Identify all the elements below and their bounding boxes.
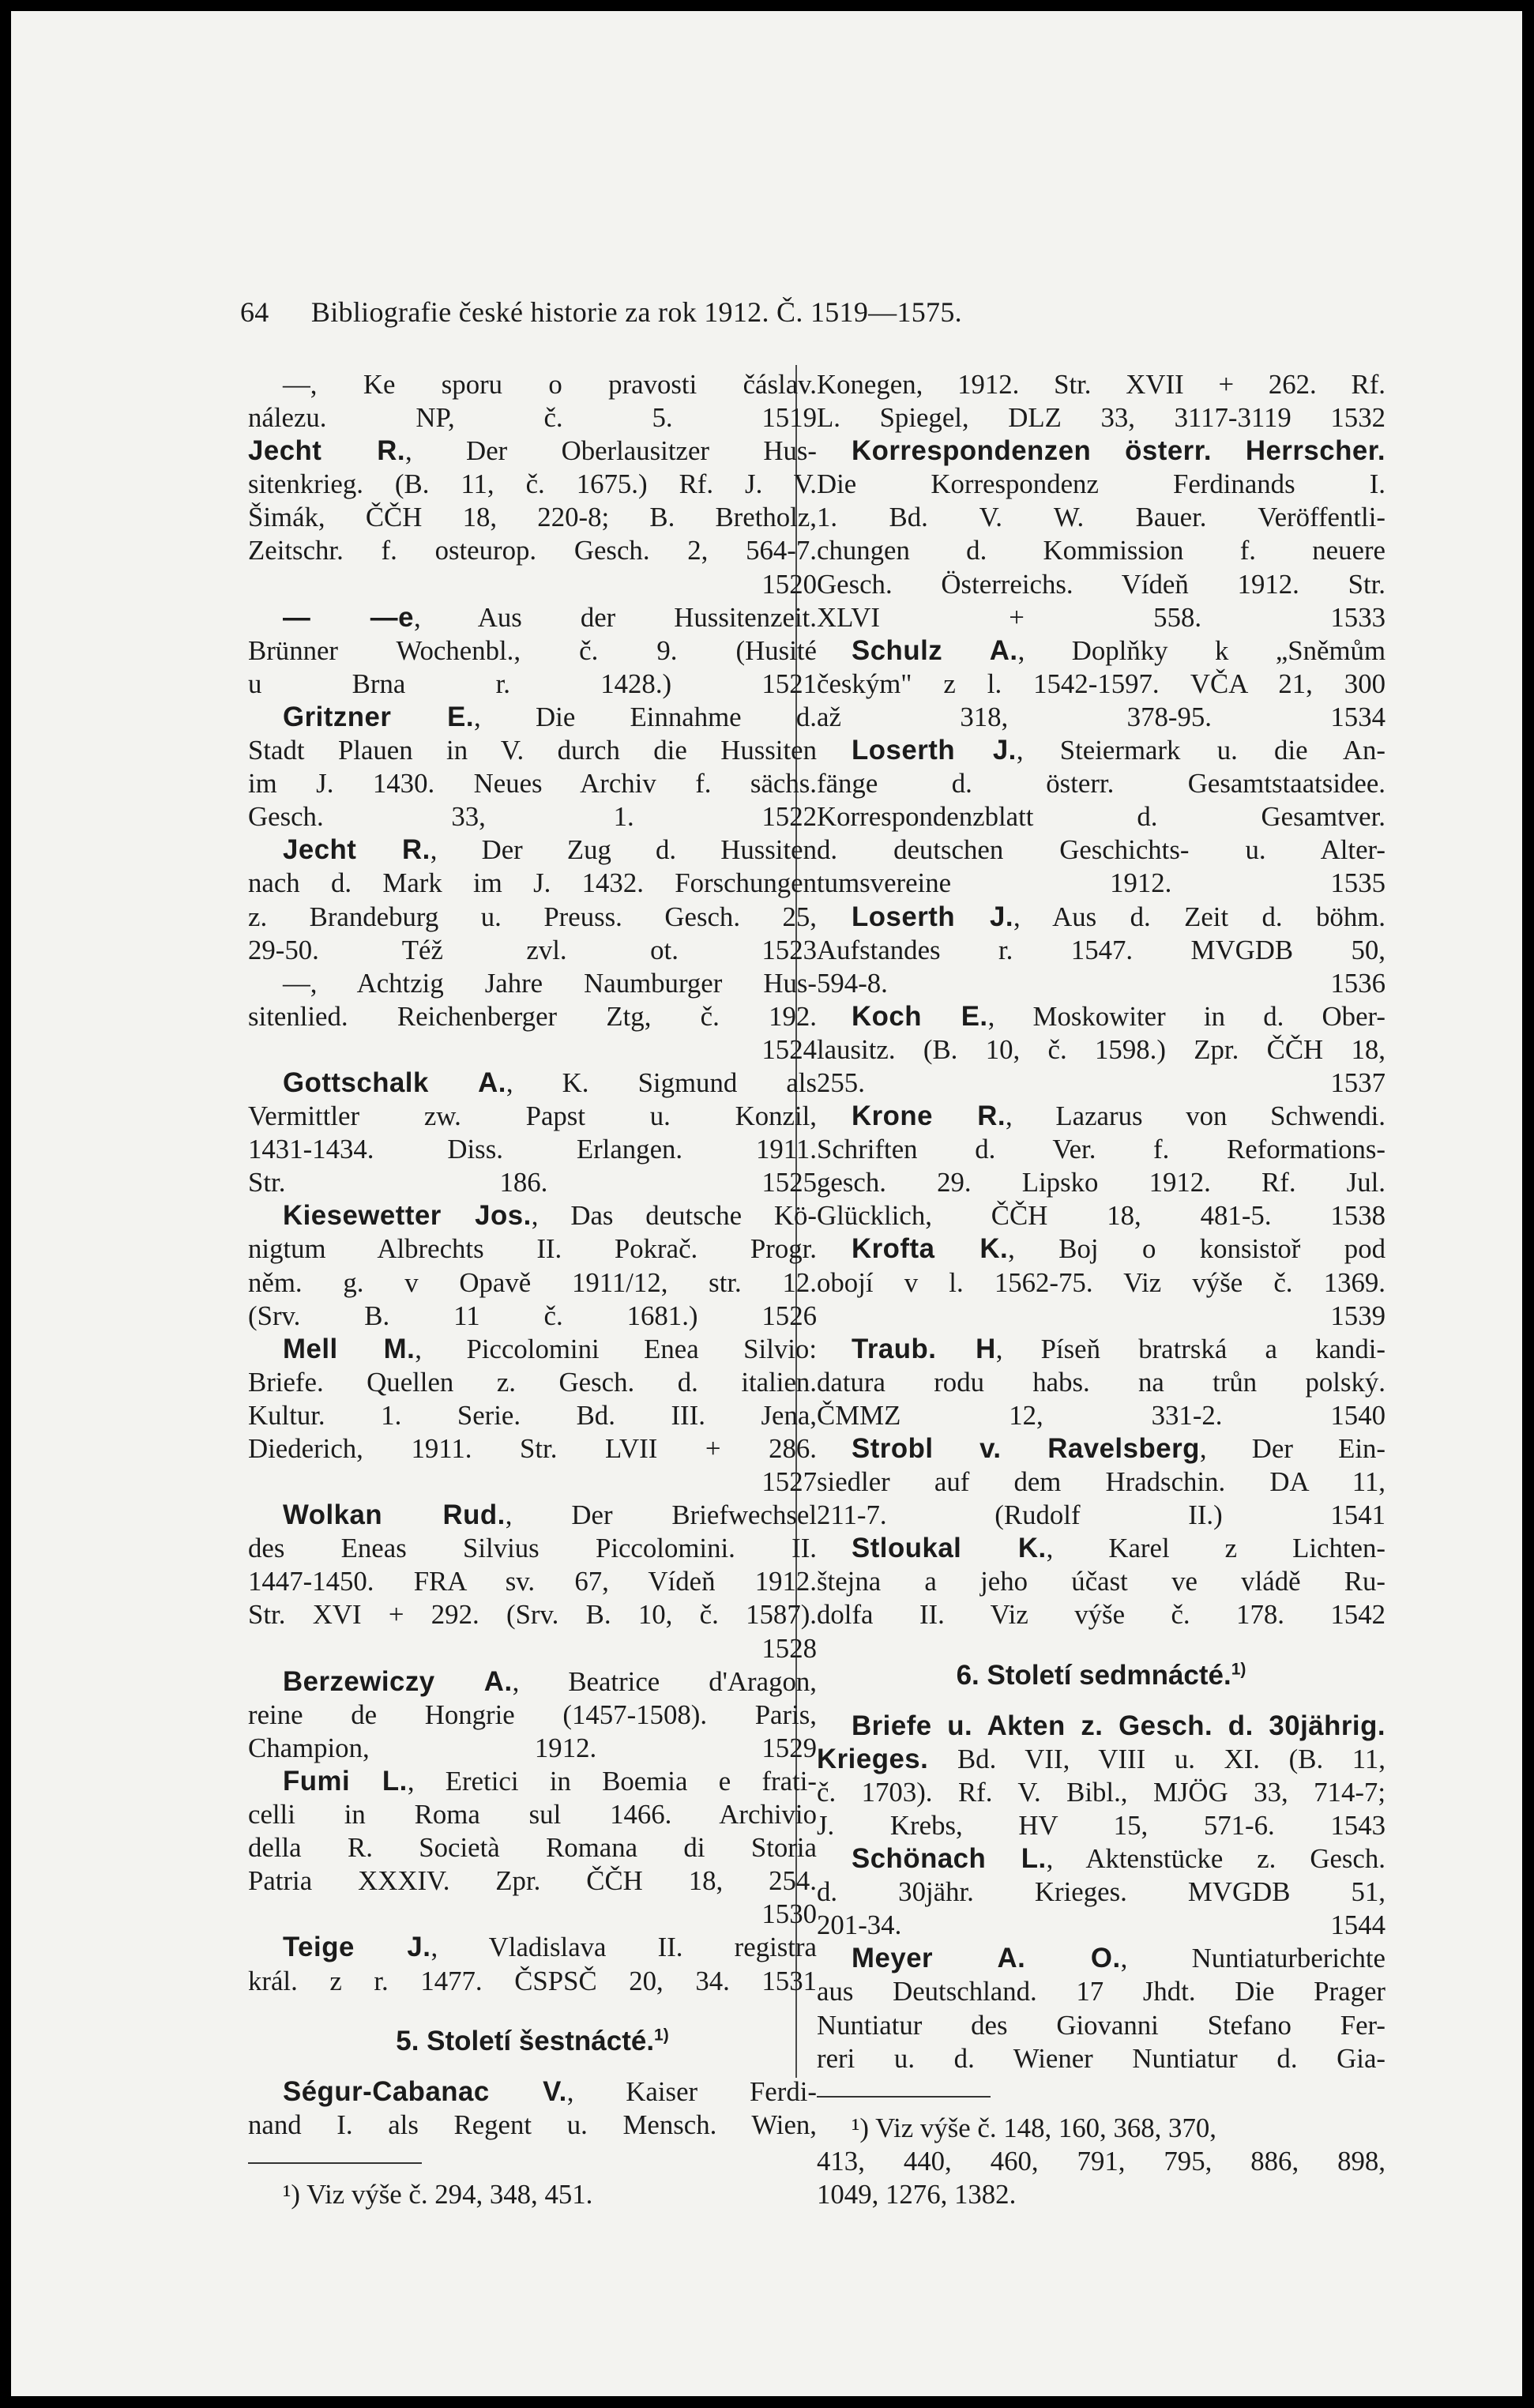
text-line xyxy=(817,901,1385,934)
text-line xyxy=(817,1809,1385,1842)
line-text: 255. 1537 xyxy=(817,1067,1385,1098)
text-line xyxy=(817,1465,1385,1499)
line-text: gesch. 29. Lipsko 1912. Rf. Jul. xyxy=(817,1167,1385,1198)
line-text: něm. g. v Opavě 1911/12, str. 12. xyxy=(248,1266,817,1298)
text-line xyxy=(817,2042,1385,2075)
line-text: , Piccolomini Enea Silvio: xyxy=(415,1333,817,1364)
text-line xyxy=(248,901,817,934)
line-text: Glücklich, ČČH 18, 481-5. 1538 xyxy=(817,1200,1385,1232)
text-line xyxy=(817,1100,1385,1133)
line-text: Str. XVI + 292. (Srv. B. 10, č. 1587). xyxy=(248,1599,817,1631)
line-text: 1. Bd. V. W. Bauer. Veröffentli- xyxy=(817,502,1385,533)
text-line xyxy=(817,767,1385,800)
line-text: Die Korrespondenz Ferdinands I. xyxy=(817,468,1385,500)
line-text: celli in Roma sul 1466. Archivio xyxy=(248,1799,817,1830)
text-line xyxy=(817,1166,1385,1199)
line-text: , Der Zug d. Hussiten xyxy=(430,834,817,866)
text-line xyxy=(248,1199,817,1232)
text-line xyxy=(248,1864,817,1898)
line-text: , Aus d. Zeit d. böhm. xyxy=(1013,901,1385,932)
line-text: Brünner Wochenbl., č. 9. (Husité xyxy=(248,634,817,666)
text-line xyxy=(817,934,1385,967)
line-text: z. Brandeburg u. Preuss. Gesch. 25, xyxy=(248,901,817,932)
line-text: Zeitschr. f. osteurop. Gesch. 2, 564-7. xyxy=(248,535,817,566)
text-line xyxy=(248,1033,817,1067)
text-line xyxy=(817,1300,1385,1333)
text-line xyxy=(817,1876,1385,1909)
line-text: Stadt Plauen in V. durch die Hussiten xyxy=(248,735,817,766)
line-text: , Aus der Hussitenzeit. xyxy=(413,601,817,633)
text-line xyxy=(248,534,817,567)
text-line xyxy=(817,2009,1385,2042)
text-line xyxy=(248,1465,817,1499)
text-line xyxy=(817,1366,1385,1399)
left-entries-after xyxy=(248,2075,817,2142)
text-line xyxy=(817,1532,1385,1565)
author-name: Koch E. xyxy=(852,1000,988,1032)
line-text: nand I. als Regent u. Mensch. Wien, xyxy=(248,2109,817,2140)
text-line xyxy=(817,1565,1385,1598)
author-name: Krone R. xyxy=(852,1101,1006,1132)
text-line xyxy=(248,1366,817,1399)
text-line xyxy=(817,501,1385,534)
line-text: Str. 186. 1525 xyxy=(248,1167,817,1198)
line-text: des Eneas Silvius Piccolomini. II. xyxy=(248,1533,817,1564)
text-line xyxy=(817,1432,1385,1465)
line-text: č. 1703). Rf. V. Bibl., MJÖG 33, 714-7; xyxy=(817,1776,1385,1808)
line-text: Gesch. Österreichs. Vídeň 1912. Str. xyxy=(817,568,1385,600)
text-line xyxy=(248,1232,817,1266)
line-text: XLVI + 558. 1533 xyxy=(817,601,1385,633)
right-column xyxy=(817,368,1385,2211)
line-text: della R. Società Romana di Storia xyxy=(248,1832,817,1864)
text-line xyxy=(248,701,817,734)
text-line xyxy=(817,668,1385,701)
author-name: Jecht R. xyxy=(248,435,406,467)
text-line xyxy=(248,1898,817,1931)
text-line xyxy=(817,468,1385,501)
text-line xyxy=(248,401,817,435)
author-name: Meyer A. O. xyxy=(852,1943,1121,1974)
text-line xyxy=(248,368,817,401)
line-text: , Lazarus von Schwendi. xyxy=(1006,1101,1386,1132)
text-line xyxy=(248,1598,817,1631)
author-name: Fumi L. xyxy=(283,1765,408,1797)
text-line xyxy=(817,867,1385,900)
text-line xyxy=(248,634,817,668)
author-name: Wolkan Rud. xyxy=(283,1499,506,1531)
author-name: Traub. H xyxy=(852,1333,996,1364)
text-line xyxy=(817,734,1385,767)
line-text: , Der Oberlausitzer Hus- xyxy=(405,435,817,467)
line-text: Schriften d. Ver. f. Reformations- xyxy=(817,1134,1385,1165)
text-line xyxy=(817,967,1385,1000)
line-text: nigtum Albrechts II. Pokrač. Progr. xyxy=(248,1233,817,1265)
footnote: ¹) Viz výše č. 294, 348, 451. xyxy=(283,2178,593,2210)
text-line xyxy=(817,1598,1385,1631)
author-name: Stloukal K. xyxy=(852,1533,1047,1564)
line-text: 1527 xyxy=(761,1466,817,1498)
line-text: d. deutschen Geschichts- u. Alter- xyxy=(817,834,1385,866)
text-line xyxy=(817,1133,1385,1166)
text-line xyxy=(248,1133,817,1166)
footnote-rule xyxy=(817,2096,991,2098)
text-line xyxy=(248,1067,817,1100)
text-line xyxy=(248,1300,817,1333)
author-name: Loserth J. xyxy=(852,735,1017,766)
text-line xyxy=(248,1166,817,1199)
section-heading-6: 6. Století sedmnácté.$^{1)}$ xyxy=(956,1659,1246,1691)
line-text: (Srv. B. 11 č. 1681.) 1526 xyxy=(248,1300,817,1331)
line-text: , Doplňky k „Sněmům xyxy=(1017,634,1386,666)
line-text: 29-50. Též zvl. ot. 1523 xyxy=(248,934,817,965)
author-name: Krofta K. xyxy=(852,1233,1009,1265)
text-line xyxy=(817,701,1385,734)
author-name: Briefe u. Akten z. Gesch. d. 30jährig. xyxy=(852,1710,1385,1741)
line-text: král. z r. 1477. ČSPSČ 20, 34. 1531 xyxy=(248,1965,817,1996)
footnote-line: 413, 440, 460, 791, 795, 886, 898, xyxy=(817,2145,1385,2177)
line-text: , Kaiser Ferdi- xyxy=(566,2075,817,2107)
line-text: 1520 xyxy=(761,568,817,600)
line-text: , Aktenstücke z. Gesch. xyxy=(1046,1843,1385,1875)
text-line xyxy=(817,1909,1385,1942)
text-line xyxy=(817,568,1385,601)
author-name: Gottschalk A. xyxy=(283,1067,506,1098)
text-line xyxy=(817,368,1385,401)
line-text: 1524 xyxy=(761,1033,817,1065)
text-line xyxy=(817,1266,1385,1300)
text-line xyxy=(817,1199,1385,1232)
line-text: , Píseň bratrská a kandi- xyxy=(995,1333,1385,1364)
text-line xyxy=(248,1333,817,1366)
line-text: Korrespondenzblatt d. Gesamtver. xyxy=(817,801,1385,833)
line-text: L. Spiegel, DLZ 33, 3117-3119 1532 xyxy=(817,402,1385,434)
author-name: Schönach L. xyxy=(852,1843,1047,1875)
line-text: aus Deutschland. 17 Jhdt. Die Prager xyxy=(817,1976,1385,2007)
line-text: u Brna r. 1428.) 1521 xyxy=(248,668,817,699)
line-text: —, Achtzig Jahre Naumburger Hus- xyxy=(283,967,817,999)
line-text: ČMMZ 12, 331-2. 1540 xyxy=(817,1399,1385,1431)
author-name: Strobl v. Ravelsberg xyxy=(852,1433,1200,1464)
author-name: Berzewiczy A. xyxy=(283,1665,513,1697)
text-line xyxy=(817,1232,1385,1266)
line-text: Kultur. 1. Serie. Bd. III. Jena, xyxy=(248,1399,817,1431)
text-line xyxy=(248,1831,817,1864)
text-line xyxy=(248,1100,817,1133)
line-text: , Der Briefwechsel xyxy=(505,1499,818,1531)
line-text: im J. 1430. Neues Archiv f. sächs. xyxy=(248,768,817,800)
text-line xyxy=(248,767,817,800)
line-text: Briefe. Quellen z. Gesch. d. italien. xyxy=(248,1366,817,1398)
text-line xyxy=(817,1710,1385,1743)
line-text: Diederich, 1911. Str. LVII + 286. xyxy=(248,1433,817,1464)
text-line xyxy=(248,1765,817,1798)
left-column xyxy=(248,368,817,2211)
book-page xyxy=(11,11,1522,2396)
text-line xyxy=(248,833,817,867)
text-line xyxy=(817,1743,1385,1776)
line-text: , Der Ein- xyxy=(1199,1433,1386,1464)
line-text: Šimák, ČČH 18, 220-8; B. Bretholz, xyxy=(248,502,817,533)
line-text: 1431-1434. Diss. Erlangen. 1911. xyxy=(248,1134,817,1165)
line-text: Vermittler zw. Papst u. Konzil, xyxy=(248,1101,817,1132)
line-text: Champion, 1912. 1529 xyxy=(248,1732,817,1763)
text-line xyxy=(817,1033,1385,1067)
footnote-rule xyxy=(248,2162,422,2164)
text-line xyxy=(248,934,817,967)
text-line xyxy=(248,435,817,468)
text-line xyxy=(817,1000,1385,1033)
text-line xyxy=(817,1975,1385,2008)
line-text: Gesch. 33, 1. 1522 xyxy=(248,801,817,833)
line-text: , Die Einnahme d. xyxy=(474,701,817,732)
author-name: Korrespondenzen österr. Herrscher. xyxy=(852,435,1385,467)
line-text: reri u. d. Wiener Nuntiatur d. Gia- xyxy=(817,2042,1385,2074)
line-text: siedler auf dem Hradschin. DA 11, xyxy=(817,1466,1385,1498)
author-name: Gritzner E. xyxy=(283,701,475,732)
author-name: Mell M. xyxy=(283,1333,415,1364)
line-text: datura rodu habs. na trůn polský. xyxy=(817,1366,1385,1398)
line-text: 1528 xyxy=(761,1632,817,1664)
line-text: —, Ke sporu o pravosti čáslav. xyxy=(283,369,817,400)
text-line xyxy=(817,1499,1385,1532)
text-line xyxy=(248,1499,817,1532)
line-text: , Beatrice d'Aragon, xyxy=(512,1665,817,1697)
line-text: nálezu. NP, č. 5. 1519 xyxy=(248,402,817,434)
text-line xyxy=(248,967,817,1000)
line-text: , Vladislava II. registra xyxy=(430,1932,817,1963)
text-line xyxy=(248,1665,817,1699)
line-text: sitenkrieg. (B. 11, č. 1675.) Rf. J. V. xyxy=(248,468,817,500)
text-line xyxy=(248,1000,817,1033)
author-name: Krieges. xyxy=(817,1743,929,1774)
line-text: Aufstandes r. 1547. MVGDB 50, xyxy=(817,934,1385,965)
line-text: , Nuntiaturberichte xyxy=(1120,1943,1385,1974)
text-line xyxy=(248,1632,817,1665)
line-text: , K. Sigmund als xyxy=(506,1067,817,1098)
line-text: chungen d. Kommission f. neuere xyxy=(817,535,1385,566)
line-text: , Karel z Lichten- xyxy=(1046,1533,1385,1564)
text-line xyxy=(817,1842,1385,1876)
footnote-line: 1049, 1276, 1382. xyxy=(817,2178,1017,2210)
line-text: , Eretici in Boemia e frati- xyxy=(407,1765,817,1797)
line-text: 1539 xyxy=(1330,1300,1385,1331)
line-text: dolfa II. Viz výše č. 178. 1542 xyxy=(817,1599,1385,1631)
text-line xyxy=(248,1399,817,1432)
text-line xyxy=(817,833,1385,867)
text-line xyxy=(817,634,1385,668)
line-text: , Steiermark u. die An- xyxy=(1016,735,1385,766)
text-line xyxy=(248,601,817,634)
line-text: 201-34. 1544 xyxy=(817,1909,1385,1941)
text-line xyxy=(248,1699,817,1732)
line-text: Patria XXXIV. Zpr. ČČH 18, 254. xyxy=(248,1865,817,1897)
text-line xyxy=(817,401,1385,435)
author-name: — —e xyxy=(283,601,414,633)
text-line xyxy=(817,1942,1385,1975)
text-line xyxy=(248,1931,817,1964)
text-line xyxy=(817,1399,1385,1432)
line-text: 211-7. (Rudolf II.) 1541 xyxy=(817,1499,1385,1531)
line-text: d. 30jähr. Krieges. MVGDB 51, xyxy=(817,1876,1385,1908)
text-line xyxy=(817,1067,1385,1100)
line-text: , Moskowiter in d. Ober- xyxy=(987,1000,1385,1032)
author-name: Schulz A. xyxy=(852,634,1018,666)
line-text: 1530 xyxy=(761,1898,817,1930)
line-text: 1447-1450. FRA sv. 67, Vídeň 1912. xyxy=(248,1566,817,1597)
right-entries-after xyxy=(817,1710,1385,2075)
text-line xyxy=(248,1798,817,1831)
text-line xyxy=(248,1965,817,1998)
text-line xyxy=(248,800,817,833)
line-text: sitenlied. Reichenberger Ztg, č. 192. xyxy=(248,1000,817,1032)
text-line xyxy=(248,1432,817,1465)
text-line xyxy=(248,1732,817,1765)
text-line xyxy=(817,1776,1385,1809)
line-text: Nuntiatur des Giovanni Stefano Fer- xyxy=(817,2009,1385,2041)
footnote-line: ¹) Viz výše č. 148, 160, 368, 370, xyxy=(852,2112,1216,2143)
running-title: Bibliografie české historie za rok 1912. Č. 1519—1575. xyxy=(310,296,962,328)
left-entries xyxy=(248,368,817,1998)
line-text: Konegen, 1912. Str. XVII + 262. Rf. xyxy=(817,369,1385,400)
line-text: českým" z l. 1542-1597. VČA 21, 300 xyxy=(817,668,1385,699)
line-text: reine de Hongrie (1457-1508). Paris, xyxy=(248,1699,817,1730)
text-line xyxy=(248,468,817,501)
line-text: tumsvereine 1912. 1535 xyxy=(817,867,1385,899)
line-text: J. Krebs, HV 15, 571-6. 1543 xyxy=(817,1809,1385,1841)
line-text: lausitz. (B. 10, č. 1598.) Zpr. ČČH 18, xyxy=(817,1033,1385,1065)
author-name: Teige J. xyxy=(283,1932,431,1963)
line-text: nach d. Mark im J. 1432. Forschungen xyxy=(248,867,817,899)
text-line xyxy=(248,568,817,601)
author-name: Loserth J. xyxy=(852,901,1013,932)
section-heading-5: 5. Století šestnácté.$^{1)}$ xyxy=(396,2025,669,2056)
text-line xyxy=(248,668,817,701)
text-line xyxy=(248,1266,817,1300)
text-line xyxy=(248,734,817,767)
author-name: Kiesewetter Jos. xyxy=(283,1200,532,1232)
text-line xyxy=(817,534,1385,567)
line-text: , Boj o konsistoř pod xyxy=(1008,1233,1385,1265)
text-line xyxy=(248,2109,817,2142)
line-text: Bd. VII, VIII u. XI. (B. 11, xyxy=(928,1743,1385,1774)
text-line xyxy=(248,2075,817,2109)
text-line xyxy=(248,501,817,534)
line-text: až 318, 378-95. 1534 xyxy=(817,701,1385,732)
text-line xyxy=(817,800,1385,833)
text-line xyxy=(248,1565,817,1598)
page-number: 64 xyxy=(240,296,269,328)
author-name: Jecht R. xyxy=(283,834,430,866)
running-header xyxy=(240,295,962,329)
text-line xyxy=(817,1333,1385,1366)
text-line xyxy=(817,601,1385,634)
right-entries xyxy=(817,368,1385,1632)
text-line xyxy=(248,1532,817,1565)
text-line xyxy=(248,867,817,900)
text-line xyxy=(817,435,1385,468)
line-text: 594-8. 1536 xyxy=(817,967,1385,999)
line-text: fänge d. österr. Gesamtstaatsidee. xyxy=(817,768,1385,800)
author-name: Ségur-Cabanac V. xyxy=(283,2075,567,2107)
line-text: štejna a jeho účast ve vládě Ru- xyxy=(817,1566,1385,1597)
line-text: , Das deutsche Kö- xyxy=(531,1200,818,1232)
line-text: obojí v l. 1562-75. Viz výše č. 1369. xyxy=(817,1266,1385,1298)
